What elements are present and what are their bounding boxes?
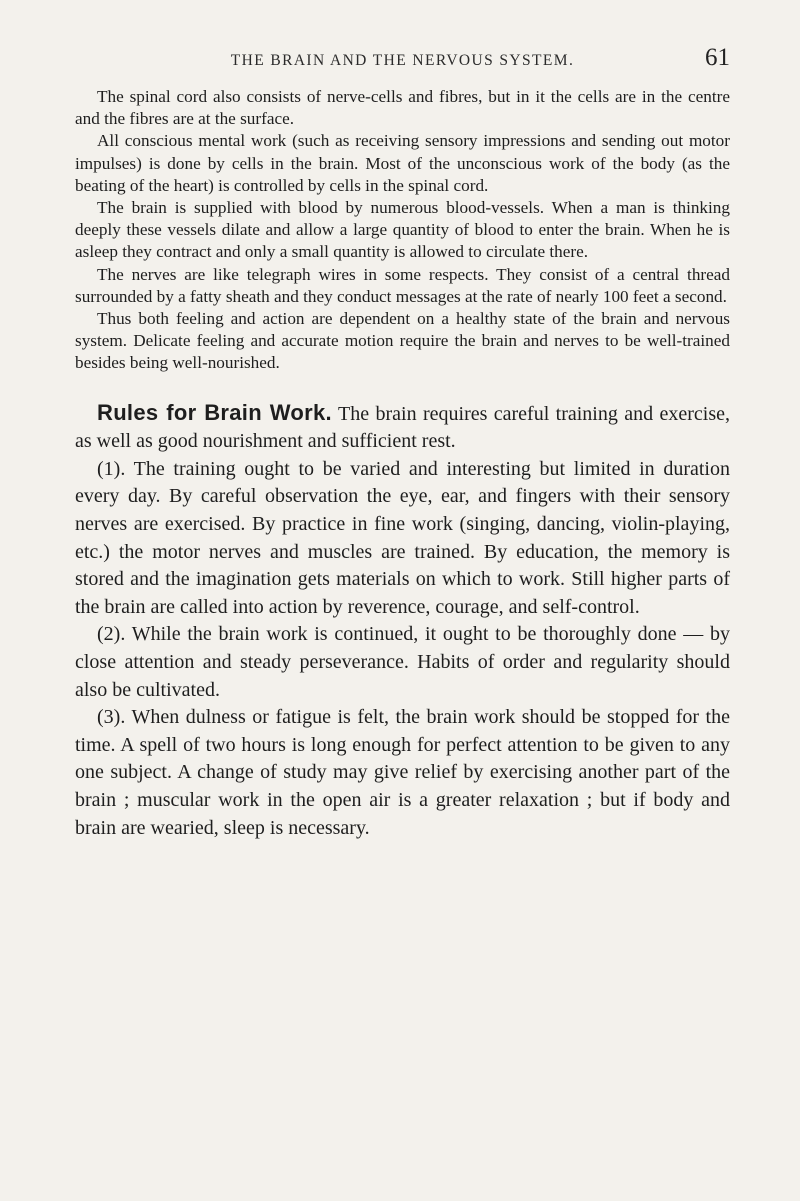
rules-intro: The brain requires careful training and exercise, as well as good nourishment and sufficient rest. (75, 402, 731, 453)
rules-intro-paragraph (75, 399, 730, 456)
rule-item-1: (1). The training ought to be varied and interesting but limited in duration every day. By careful observation the eye, ear, and fingers with their sensory nerves are exercised. By practice in fine work (singing, dancing, violin-playing, etc.) the motor nerves and muscles are trained. By education, the memory is stored and the imagination gets materials on which to work. Still higher parts of the brain are called into action by reverence, courage, and self-control. (75, 457, 730, 618)
paragraph-nerves: The nerves are like telegraph wires in some respects. They consist of a central thread surrounded by a fatty sheath and they conduct messages at the rate of nearly 100 feet a second. (75, 264, 730, 306)
body-text-small (75, 86, 730, 375)
paragraph-feeling-action: Thus both feeling and action are dependent on a healthy state of the brain and nervous system. Delicate feeling and accurate motion require the brain and nerves to be well-trained besides being well-nourished. (75, 309, 730, 373)
rule-item-2: (2). While the brain work is continued, it ought to be thoroughly done — by close attention and steady perseverance. Habits of order and regularity should also be cultivated. (75, 623, 730, 701)
section-heading: Rules for Brain Work. (97, 399, 332, 425)
rules-section (75, 399, 730, 843)
paragraph-spinal-cord: The spinal cord also consists of nerve-cells and fibres, but in it the cells are in the centre and the fibres are at the surface. (75, 87, 730, 129)
running-head: THE BRAIN AND THE NERVOUS SYSTEM. (230, 52, 575, 69)
paragraph-blood-supply: The brain is supplied with blood by numerous blood-vessels. When a man is thinking deeply these vessels dilate and allow a large quantity of blood to enter the brain. When he is asleep they contract and only a small quantity is allowed to circulate there. (75, 198, 730, 262)
paragraph-conscious-work: All conscious mental work (such as receiving sensory impressions and sending out motor impulses) is done by cells in the brain. Most of the unconscious work of the body (as the beating of the heart) is controlled by cells in the spinal cord. (75, 131, 730, 195)
page-number: 61 (705, 44, 730, 71)
page-header (75, 44, 730, 74)
rule-item-3: (3). When dulness or fatigue is felt, the brain work should be stopped for the time. A spell of two hours is long enough for perfect attention to be given to any one subject. A change of study may give relief by exercising another part of the brain ; muscular work in the open air is a greater relaxation ; but if body and brain are wearied, sleep is necessary. (75, 706, 730, 839)
